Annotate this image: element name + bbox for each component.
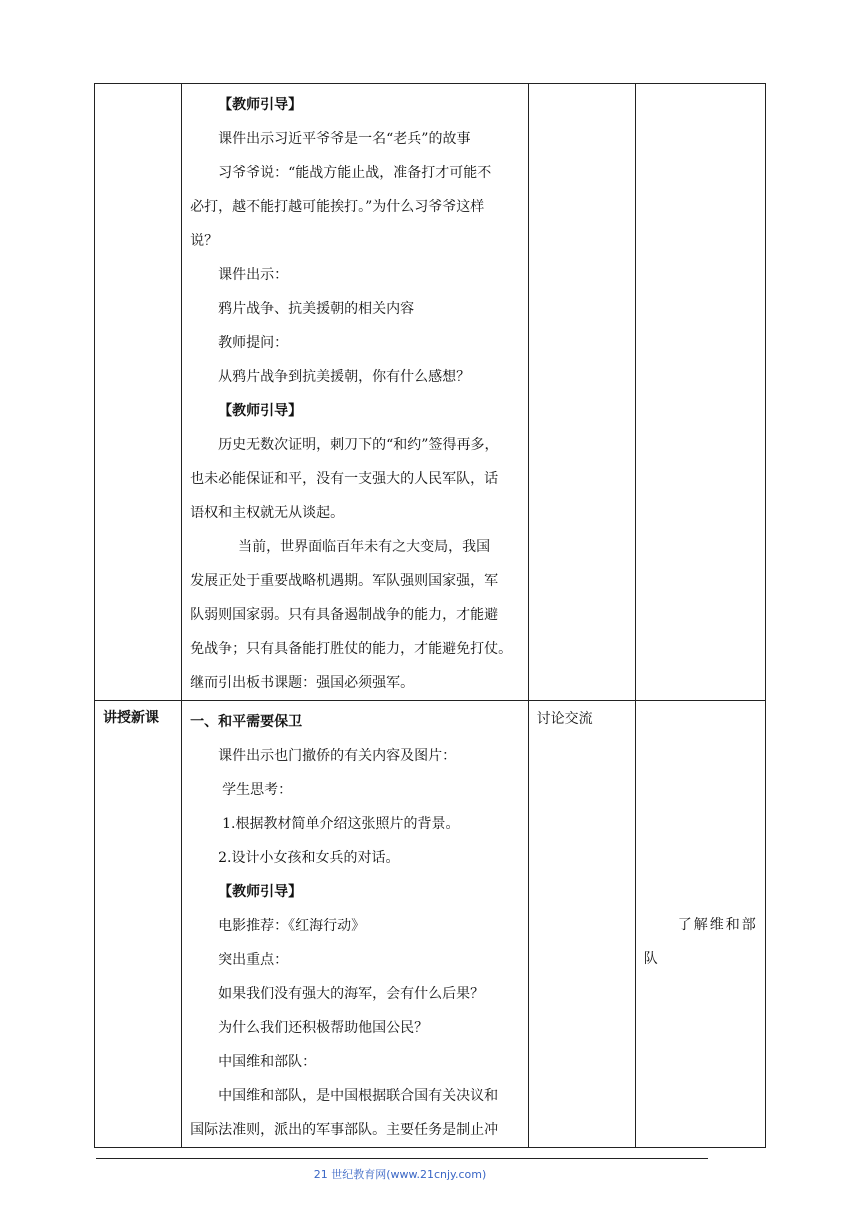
- content-line: 2.设计小女孩和女兵的对话。: [218, 850, 400, 866]
- footer-divider: [96, 1158, 708, 1159]
- footer-text: 21 世纪教育网(www.21cnjy.com): [313, 1168, 487, 1181]
- stage-cell: [95, 701, 182, 1148]
- content-line: 教师提问：: [218, 335, 289, 351]
- content-line: 【教师引导】: [218, 884, 303, 900]
- content-line: 1.根据教材简单介绍这张照片的背景。: [222, 816, 460, 832]
- table-row: [95, 84, 766, 701]
- stage-cell: [95, 84, 182, 701]
- footer: [0, 1166, 860, 1182]
- goal-cell: [635, 701, 765, 1148]
- content-line: 中国维和部队：: [218, 1054, 317, 1070]
- content-line: 课件出示习近平爷爷是一名“老兵”的故事: [218, 131, 471, 147]
- content-line: 突出重点：: [218, 952, 289, 968]
- content-line: 免战争；只有具备能打胜仗的能力，才能避免打仗。: [190, 641, 513, 657]
- content-line: 历史无数次证明，刺刀下的“和约”签得再多，: [218, 437, 499, 453]
- content-line: 【教师引导】: [218, 97, 303, 113]
- content-line: 也未必能保证和平，没有一支强大的人民军队，话: [190, 471, 499, 487]
- content-line: 学生思考：: [222, 782, 293, 798]
- stage-label: 讲授新课: [103, 710, 159, 726]
- content-line: 队弱则国家弱。只有具备遏制战争的能力，才能避: [190, 607, 499, 623]
- content-line: 继而引出板书课题：强国必须强军。: [190, 675, 415, 691]
- content-line: 电影推荐：《红海行动》: [218, 918, 366, 934]
- goal-line: 了解维和部: [677, 917, 758, 933]
- content-line: 课件出示也门撤侨的有关内容及图片：: [218, 748, 457, 764]
- content-line: 课件出示：: [218, 267, 289, 283]
- content-cell: [182, 701, 529, 1148]
- section-heading: 一、和平需要保卫: [190, 714, 303, 730]
- table-row: [95, 701, 766, 1148]
- content-cell: [182, 84, 529, 701]
- goal-line: 队: [643, 951, 658, 967]
- content-line: 【教师引导】: [218, 403, 303, 419]
- content-line: 如果我们没有强大的海军，会有什么后果？: [218, 986, 485, 1002]
- lesson-plan-table: [94, 83, 766, 1148]
- content-line: 说？: [190, 233, 219, 249]
- goal-cell: [635, 84, 765, 701]
- content-line: 发展正处于重要战略机遇期。军队强则国家强，军: [190, 573, 499, 589]
- goal-text: [644, 908, 760, 976]
- activity-cell: [528, 84, 635, 701]
- activity-cell: [528, 701, 635, 1148]
- content-line: 从鸦片战争到抗美援朝，你有什么感想？: [218, 369, 471, 385]
- content-line: 为什么我们还积极帮助他国公民？: [218, 1020, 429, 1036]
- content-line: 语权和主权就无从谈起。: [190, 505, 345, 521]
- content-line: 国际法准则，派出的军事部队。主要任务是制止冲: [190, 1122, 499, 1138]
- stage-label: [95, 84, 181, 89]
- content-line: 当前，世界面临百年未有之大变局，我国: [238, 539, 491, 555]
- content-line: 鸦片战争、抗美援朝的相关内容: [218, 301, 415, 317]
- activity-label: 讨论交流: [536, 711, 593, 727]
- content-line: 中国维和部队，是中国根据联合国有关决议和: [218, 1088, 499, 1104]
- content-line: 必打，越不能打越可能挨打。”为什么习爷爷这样: [190, 199, 485, 215]
- content-line: 习爷爷说：“能战方能止战，准备打才可能不: [218, 165, 492, 181]
